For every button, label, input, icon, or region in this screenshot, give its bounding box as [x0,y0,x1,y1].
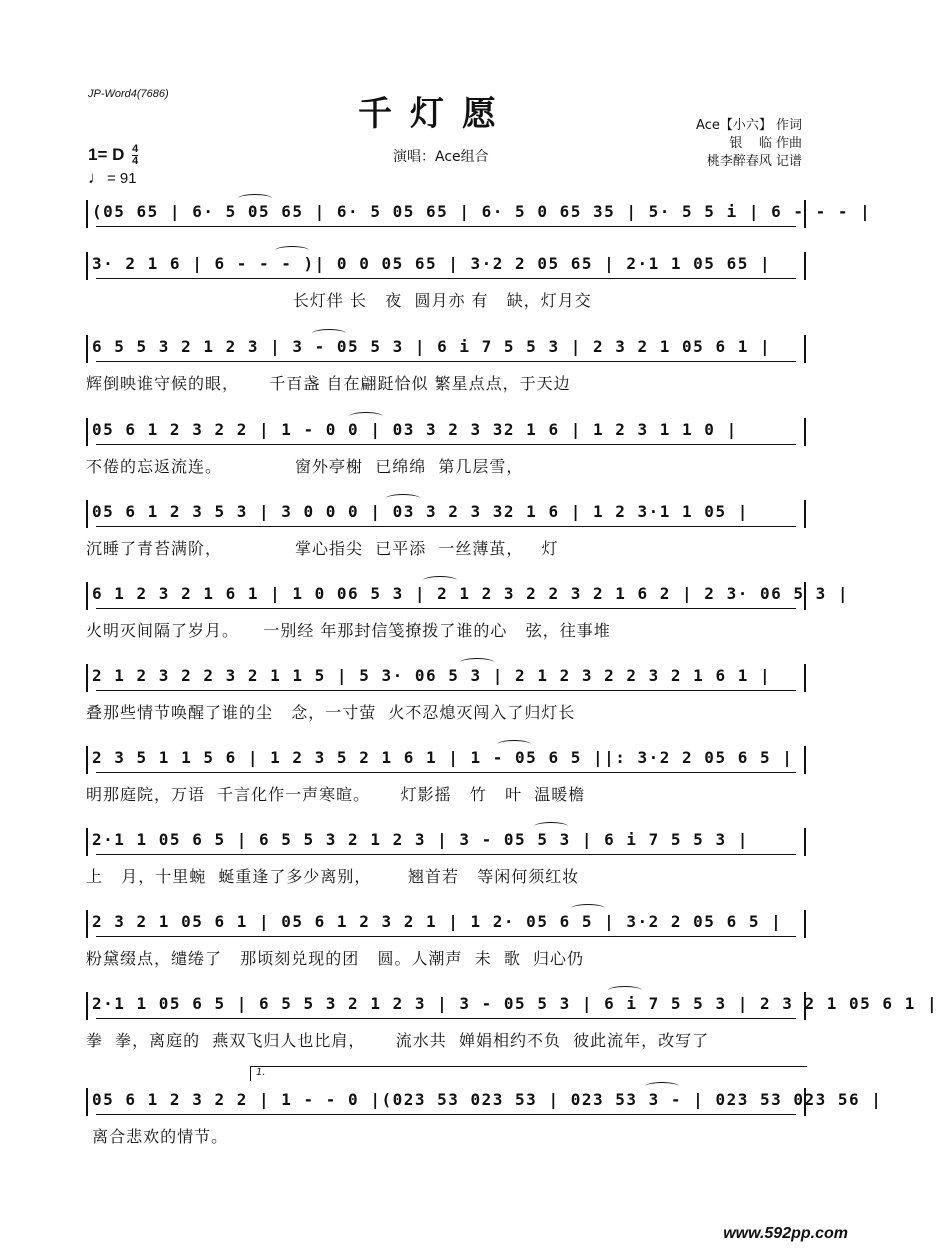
score-system [86,664,806,722]
tie-mark [497,740,531,749]
notation-line [86,664,806,692]
singer-credit: 演唱：Ace组合 [393,149,489,165]
notation-text: 2 1 2 3 2 2 3 2 1 1 5 | 5 3· 06 5 3 | 2 1 2 3 2 2 3 2 1 6 1 | [92,666,772,685]
tie-mark [386,494,420,503]
website-watermark: www.592pp.com [723,1225,848,1242]
score-system [86,582,850,640]
tie-mark [534,822,568,831]
notation-text: 2 3 5 1 1 5 6 | 1 2 3 5 2 1 6 1 | 1 - 05 6 5 ||: 3·2 2 05 6 5 | [92,748,794,767]
lyrics-line: 叠那些情节唤醒了谁的尘 念，一寸萤 火不忍熄灭闯入了归灯长 [86,703,576,722]
lyrics-line: 上 月，十里蜿 蜒重逢了多少离别， 翘首若 等闲何须红妆 [86,867,580,886]
tie-mark [349,412,383,421]
notation-text: (05 65 | 6· 5 05 65 | 6· 5 05 65 | 6· 5 0 65 35 | 5· 5 5 i | 6 - - - | [92,202,872,221]
notation-line [86,200,872,228]
tie-mark [460,658,494,667]
beam-line [96,854,796,855]
beam-line [96,361,796,362]
notation-line [86,335,806,363]
notation-text: 05 6 1 2 3 5 3 | 3 0 0 0 | 03 3 2 3 32 1 6 | 1 2 3·1 1 05 | [92,502,749,521]
lyrics-line: 拳 拳，离庭的 燕双飞归人也比肩， 流水共 婵娟相约不负 彼此流年，改写了 [86,1031,710,1050]
lyrics-line: 明那庭院，万语 千言化作一声寒暄。 灯影摇 竹 叶 温暖檐 [86,785,586,804]
notation-line [86,746,806,774]
transcriber-credit: 桃李醉春风 记谱 [706,154,802,169]
beam-line [96,1018,796,1019]
notation-text: 6 1 2 3 2 1 6 1 | 1 0 06 5 3 | 2 1 2 3 2 2 3 2 1 6 2 | 2 3· 06 5 3 | [92,584,850,603]
lyrics-line: 辉倒映谁守候的眼， 千百盏 自在翩跹恰似 繁星点点，于天边 [86,374,571,393]
volta-label: 1. [256,1067,266,1078]
notation-text: 2·1 1 05 6 5 | 6 5 5 3 2 1 2 3 | 3 - 05 5 3 | 6 i 7 5 5 3 | 2 3 2 1 05 6 1 | [92,994,938,1013]
lyrics-line: 长灯伴 长 夜 圆月亦 有 缺，灯月交 [86,291,592,310]
score-system [86,1088,883,1146]
beam-line [96,444,796,445]
lyrics-line: 离合悲欢的情节。 [86,1127,229,1146]
beam-line [96,608,796,609]
notation-text: 6 5 5 3 2 1 2 3 | 3 - 05 5 3 | 6 i 7 5 5 3 | 2 3 2 1 05 6 1 | [92,337,772,356]
tempo-value: = 91 [107,170,137,187]
key-label: 1= D [88,144,125,164]
score-system [86,418,806,476]
notation-line [86,418,806,446]
composer-credit: 银 临 作曲 [729,136,802,151]
score-system [86,500,806,558]
time-bottom: 4 [132,155,139,167]
notation-line [86,1088,883,1116]
score-system [86,746,806,804]
tie-mark [238,194,272,203]
volta-bracket [250,1066,807,1081]
key-signature [88,144,138,167]
quarter-note-icon: ♩ [88,168,105,187]
software-label: JP-Word4(7686) [88,88,169,100]
score-system [86,992,938,1050]
notation-line [86,992,938,1020]
lyricist-credit: Ace【小六】 作词 [696,118,802,133]
lyrics-line: 不倦的忘返流连。 窗外亭榭 已绵绵 第几层雪， [86,457,524,476]
notation-text: 2 3 2 1 05 6 1 | 05 6 1 2 3 2 1 | 1 2· 05 6 5 | 3·2 2 05 6 5 | [92,912,783,931]
notation-line [86,828,806,856]
tie-mark [312,329,346,338]
score-system [86,828,806,886]
time-signature [132,144,138,167]
score-system [86,252,806,310]
tie-mark [608,986,642,995]
beam-line [96,526,796,527]
tie-mark [571,904,605,913]
lyrics-line: 粉黛缀点，缱绻了 那顷刻兑现的团 圆。人潮声 未 歌 归心仍 [86,949,585,968]
notation-line [86,582,850,610]
notation-text: 05 6 1 2 3 2 2 | 1 - 0 0 | 03 3 2 3 32 1 6 | 1 2 3 1 1 0 | [92,420,738,439]
tempo-marking [88,168,137,188]
tie-mark [645,1082,679,1091]
score-system [86,335,806,393]
tie-mark [423,576,457,585]
score-system [86,200,872,228]
beam-line [96,226,796,227]
lyrics-line: 沉睡了青苔满阶， 掌心指尖 已平添 一丝薄茧， 灯 [86,539,559,558]
notation-line [86,500,806,528]
beam-line [96,772,796,773]
notation-text: 05 6 1 2 3 2 2 | 1 - - 0 |(023 53 023 53 | 023 53 3 - | 023 53 023 56 | [92,1090,883,1109]
song-title: 千灯愿 [358,94,514,134]
beam-line [96,1114,796,1115]
notation-line [86,910,806,938]
notation-text: 2·1 1 05 6 5 | 6 5 5 3 2 1 2 3 | 3 - 05 5 3 | 6 i 7 5 5 3 | [92,830,749,849]
time-top: 4 [132,143,139,155]
score-system [86,910,806,968]
tie-mark [275,246,309,255]
lyrics-line: 火明灭间隔了岁月。 一别经 年那封信笺撩拨了谁的心 弦，往事堆 [86,621,611,640]
notation-text: 3· 2 1 6 | 6 - - - )| 0 0 05 65 | 3·2 2 05 65 | 2·1 1 05 65 | [92,254,772,273]
beam-line [96,278,796,279]
notation-line [86,252,806,280]
beam-line [96,690,796,691]
beam-line [96,936,796,937]
